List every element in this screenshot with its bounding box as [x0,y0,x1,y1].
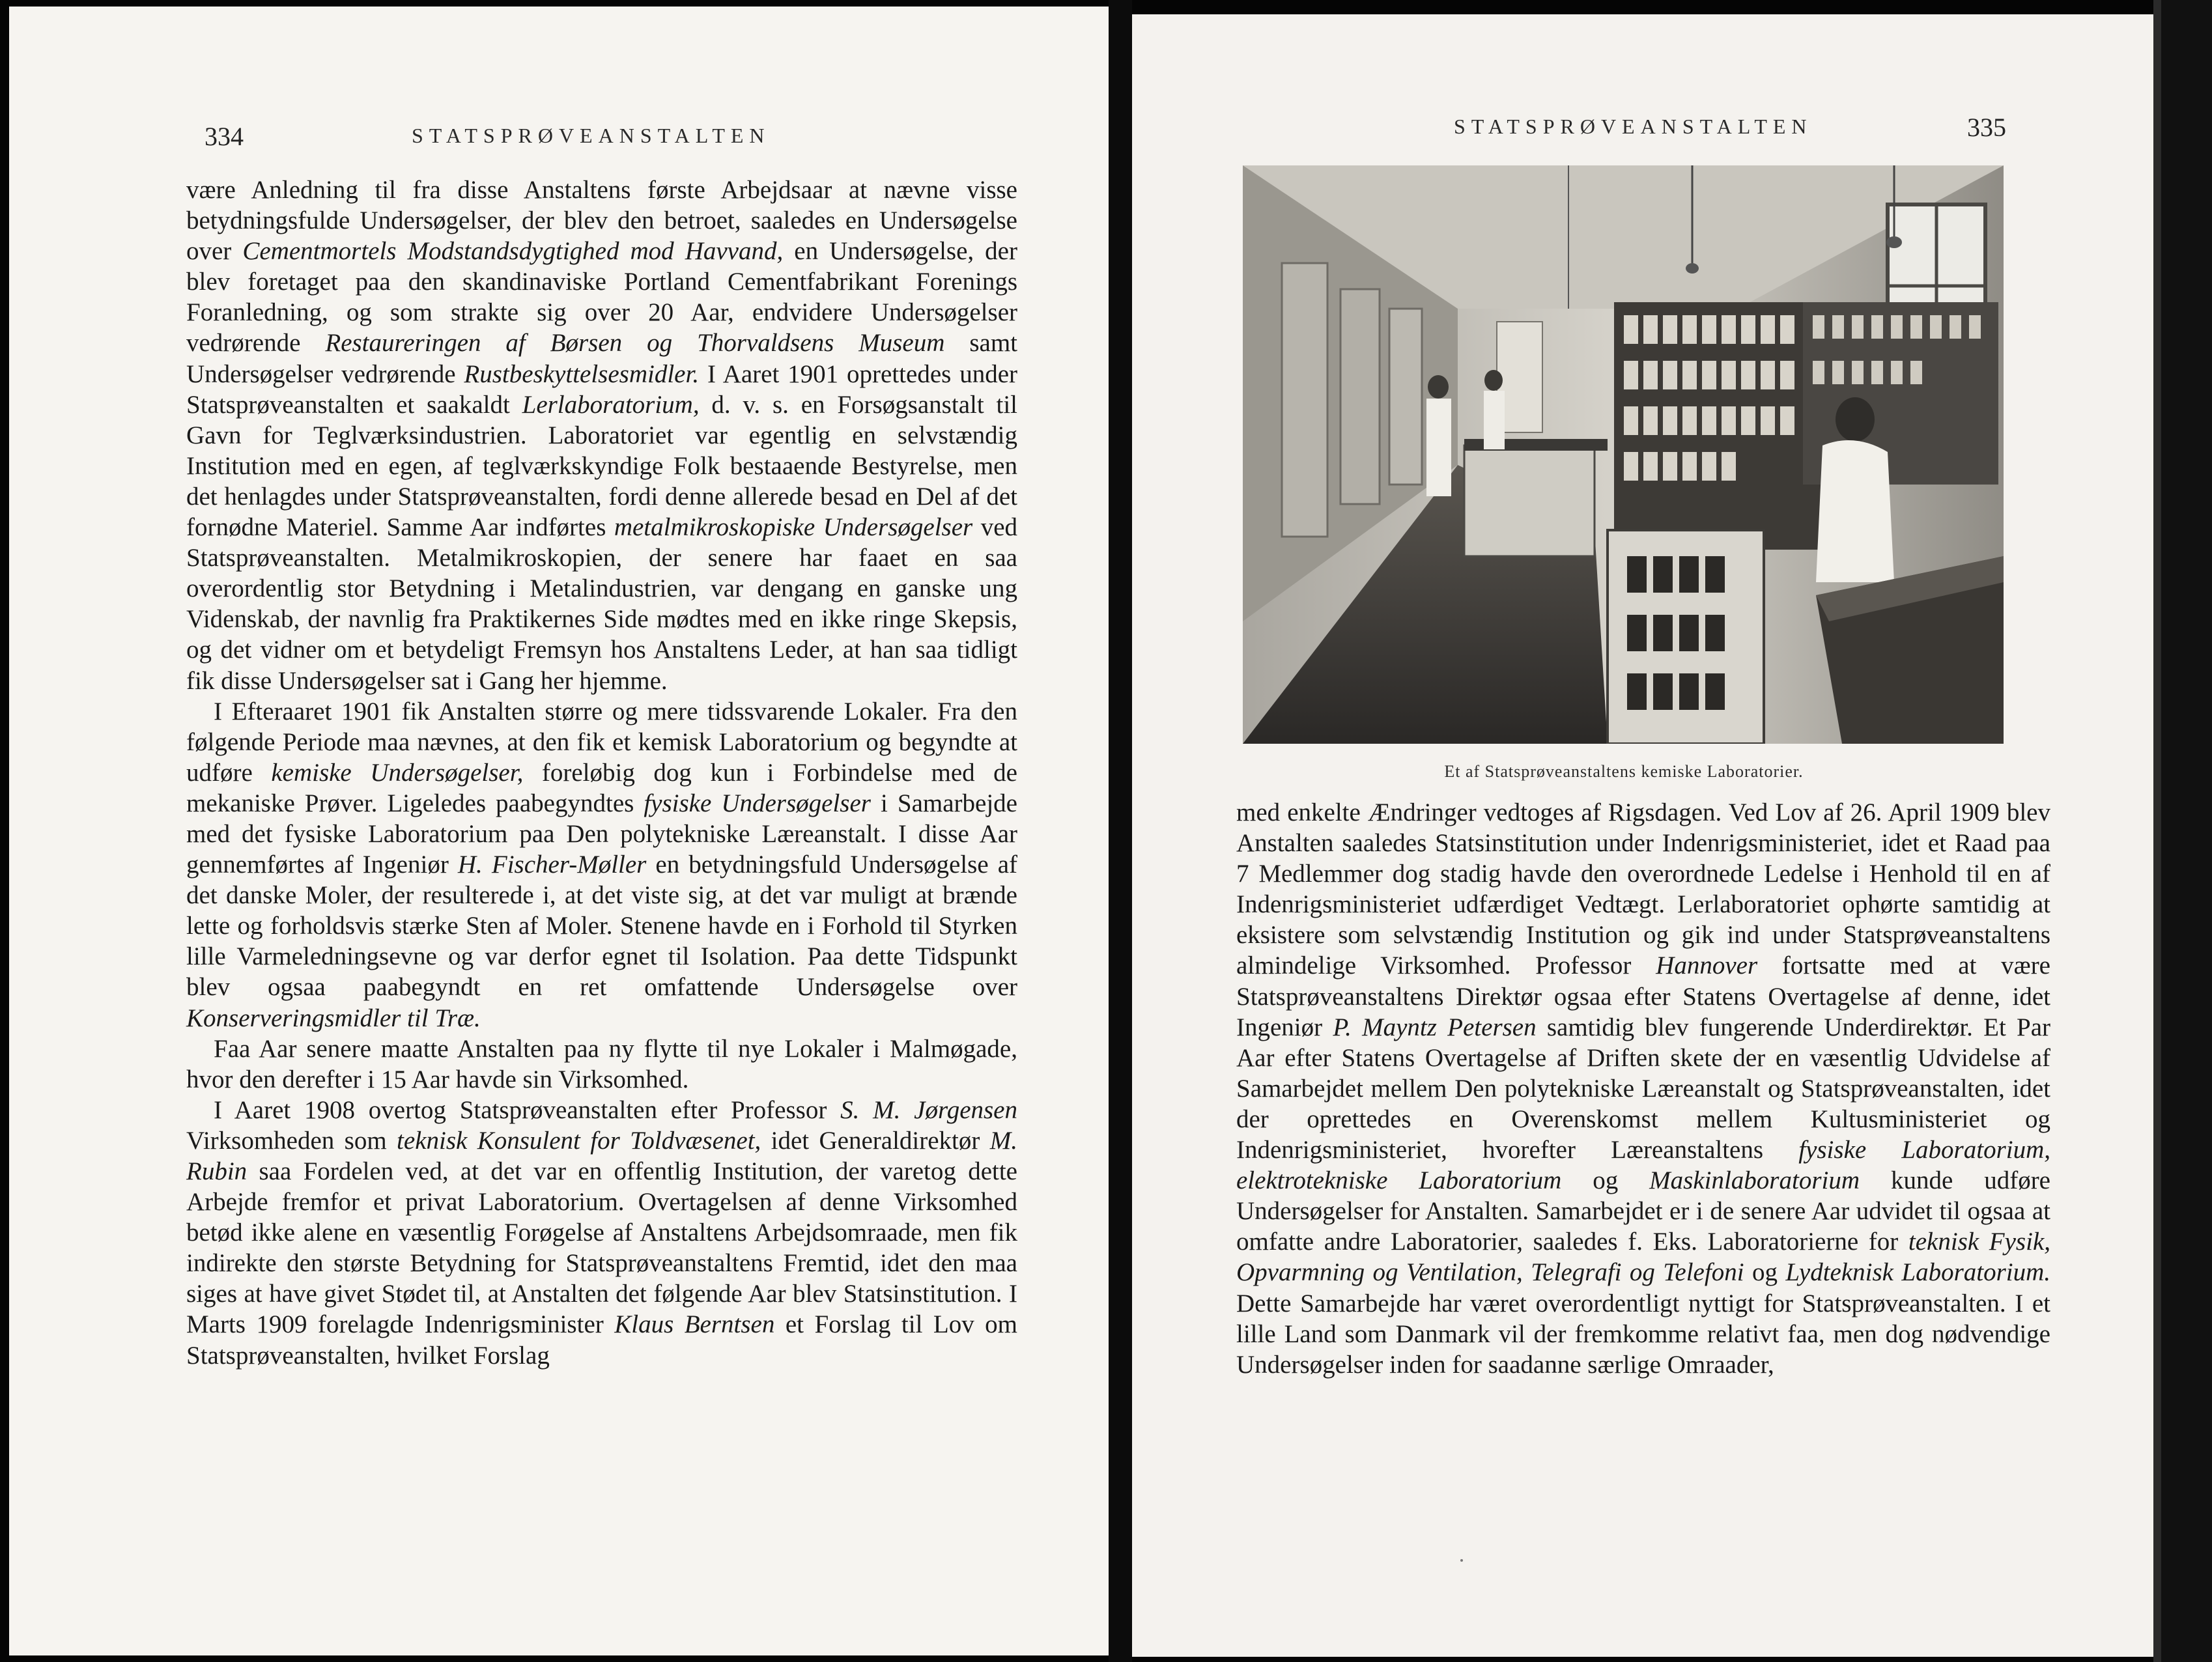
italic-run: H. Fischer-Møller [457,851,647,879]
left-page [9,7,1109,1655]
right-page [1132,14,2153,1657]
text-run: saa Fordelen ved, at det var en offentlig Institution, der varetog dette Arbejde fremfor et privat Laboratorium. Overtagelsen af denne Virksomhed betød ikke alene en væsentlig Forøgelse af Anstaltens Arbejdsomraade, men fik indirekte den største Betydning for Statsprøveanstaltens Fremtid, idet den maa siges at have givet Stødet til, at Anstalten det følgende Aar blev Statsinstitution. I Marts 1909 forelagde Indenrigsminister [186,1157,1017,1339]
text-run: være Anledning til fra disse Anstaltens første Arbejdsaar at nævne visse betydningsfulde Undersøgelser, der blev den betroet, saaledes en Undersøgelse over [186,176,1017,266]
paragraph [186,1034,1017,1095]
italic-run: Rustbeskyttelsesmidler. [464,359,700,388]
book-gutter [1109,0,1132,1662]
italic-run: metalmikroskopiske Undersøgelser [614,513,973,542]
running-head: STATSPRØVEANSTALTEN [1454,115,1813,138]
text-run: Faa Aar senere maatte Anstalten paa ny flytte til nye Lokaler i Malmøgade, hvor den derefter i 15 Aar havde sin Virksomhed. [186,1034,1017,1093]
italic-run: S. M. Jørgensen [840,1095,1017,1124]
figure-caption: Et af Statsprøveanstaltens kemiske Laboratorier. [1444,762,1804,781]
paragraph [186,1095,1017,1371]
text-run: I Aaret 1908 overtog Statsprøveanstalten efter Professor [214,1095,841,1124]
italic-run: fysiske Undersøgelser [644,789,871,817]
text-run: med enkelte Ændringer vedtoges af Rigsdagen. Ved Lov af 26. April 1909 blev Anstalten saaledes Statsinstitution under Indenrigsministeriet, idet et Raad paa 7 Medlemmer dog stadig havde den overordnede Ledelse i Henhold til en af Indenrigsministeriet udfærdiget Vedtægt. Lerlaboratoriet ophørte samtidig at eksistere som selvstændig Institution og gik ind under Statsprøveanstaltens almindelige Virksomhed. Professor [1236,798,2050,980]
italic-run: P. Mayntz Petersen [1333,1013,1537,1041]
text-run: samt Undersøgelser vedrørende [186,329,1017,388]
italic-run: Hannover [1656,951,1758,980]
italic-run: Lerlaboratorium, [522,390,700,419]
scan-border [2161,0,2212,1662]
text-run: og [1561,1166,1650,1195]
paragraph [186,175,1017,696]
paragraph [186,696,1017,1034]
italic-run: Klaus Berntsen [614,1310,775,1339]
italic-run: teknisk Konsulent for Toldvæsenet, [397,1126,761,1155]
text-run: I Efteraaret 1901 fik Anstalten større og mere tidssvarende Lokaler. Fra den følgende Periode maa nævnes, at den fik et kemisk Laboratorium og begyndte at udføre [186,697,1017,787]
text-run: Virksomheden som [186,1126,397,1155]
text-run: og [1744,1258,1786,1287]
text-run: en betydningsfuld Undersøgelse af det danske Moler, der resulterede i, at det viste sig, at det var muligt at brænde lette og forholdsvis stærke Sten af Moler. Stenene havde en i Forhold til Styrken lille Varmeledningsevne og var derfor egnet til Isolation. Paa dette Tidspunkt blev ogsaa paabegyndt en ret omfattende Undersøgelse over [186,851,1017,1002]
text-run: samtidig blev fungerende Underdirektør. Et Par Aar efter Statens Overtagelse af Driften skete der en væsentlig Udvidelse af Samarbejdet mellem Den polytekniske Læreanstalt og Statsprøveanstalten, idet der oprettedes en Overenskomst mellem Kultusministeriet og Indenrigsministeriet, hvorefter Læreanstaltens [1236,1013,2050,1164]
text-run: et Forslag til Lov om Statsprøveanstalten, hvilket Forslag [186,1310,1018,1370]
laboratory-photograph [1243,165,2004,744]
text-run: en Undersøgelse, der blev foretaget paa den skandinaviske Portland Cementfabrikant Forenings Foranledning, og som strakte sig over 20 Aar, endvidere Undersøgelser vedrørende [186,237,1017,358]
page-number: 335 [1967,113,2006,142]
italic-run: Restaureringen af Børsen og Thorvaldsens Museum [325,329,945,358]
text-run: ved Statsprøveanstalten. Metalmikroskopien, der senere har faaet en saa overordentlig stor Betydning i Metalindustrien, var dengang en ganske ung Videnskab, der navnlig fra Praktikernes Side mødtes med en ikke ringe Skepsis, og det vidner om et betydeligt Fremsyn hos Anstaltens Leder, at han saa tidligt fik disse Undersøgelser sat i Gang her hjemme. [186,513,1017,695]
italic-run: Konserveringsmidler til Træ. [186,1004,481,1032]
italic-run: kemiske Undersøgelser, [271,758,524,787]
laboratory-photo-icon [1243,165,2004,744]
italic-run: Lydteknisk Laboratorium. [1785,1258,2051,1287]
text-run: foreløbig dog kun i Forbindelse med de mekaniske Prøver. Ligeledes paabegyndtes [186,758,1017,817]
text-run: d. v. s. en Forsøgsanstalt til Gavn for Teglværksindustrien. Laboratoriet var egentlig en selvstændig Institution med en egen, af teglværkskyndige Folk bestaaende Bestyrelse, men det henlagdes under Statsprøveanstalten, fordi denne allerede besad en Del af det fornødne Materiel. Samme Aar indførtes [186,390,1017,542]
running-head: STATSPRØVEANSTALTEN [412,124,771,147]
italic-run: Maskinlaboratorium [1649,1166,1860,1195]
text-run: i Samarbejde med det fysiske Laboratorium paa Den polytekniske Læreanstalt. I disse Aar gennemførtes af Ingeniør [186,789,1017,879]
text-run: kunde udføre Undersøgelser for Anstalten. Samarbejdet er i de senere Aar udvidet til ogsaa at omfatte andre Laboratorier, saaledes f. Eks. Laboratorierne for [1236,1166,2050,1256]
italic-run: fysiske Laboratorium, elektrotekniske Laboratorium [1236,1136,2050,1195]
body-text [1236,797,2050,1380]
text-run: Dette Samarbejde har været overordentligt nyttigt for Statsprøveanstalten. I et lille Land som Danmark vil der fremkomme relativt faa, men dog nødvendige Undersøgelser inden for saadanne særlige Omraader, [1236,1289,2050,1379]
page-number: 334 [205,122,244,151]
italic-run: M. Rubin [186,1126,1017,1185]
book-edge [2153,0,2161,1662]
paragraph [1236,797,2050,1380]
italic-run: Cementmortels Modstandsdygtighed mod Havvand, [242,237,784,266]
body-text [186,175,1017,1371]
italic-run: teknisk Fysik, Opvarmning og Ventilation, Telegrafi og Telefoni [1236,1228,2050,1287]
text-run: I Aaret 1901 oprettedes under Statsprøveanstalten et saakaldt [186,359,1017,419]
print-speck [1460,1559,1463,1562]
text-run: fortsatte med at være Statsprøveanstaltens Direktør ogsaa efter Statens Overtagelse af denne, idet Ingeniør [1236,951,2050,1041]
text-run: idet Generaldirektør [761,1126,990,1155]
